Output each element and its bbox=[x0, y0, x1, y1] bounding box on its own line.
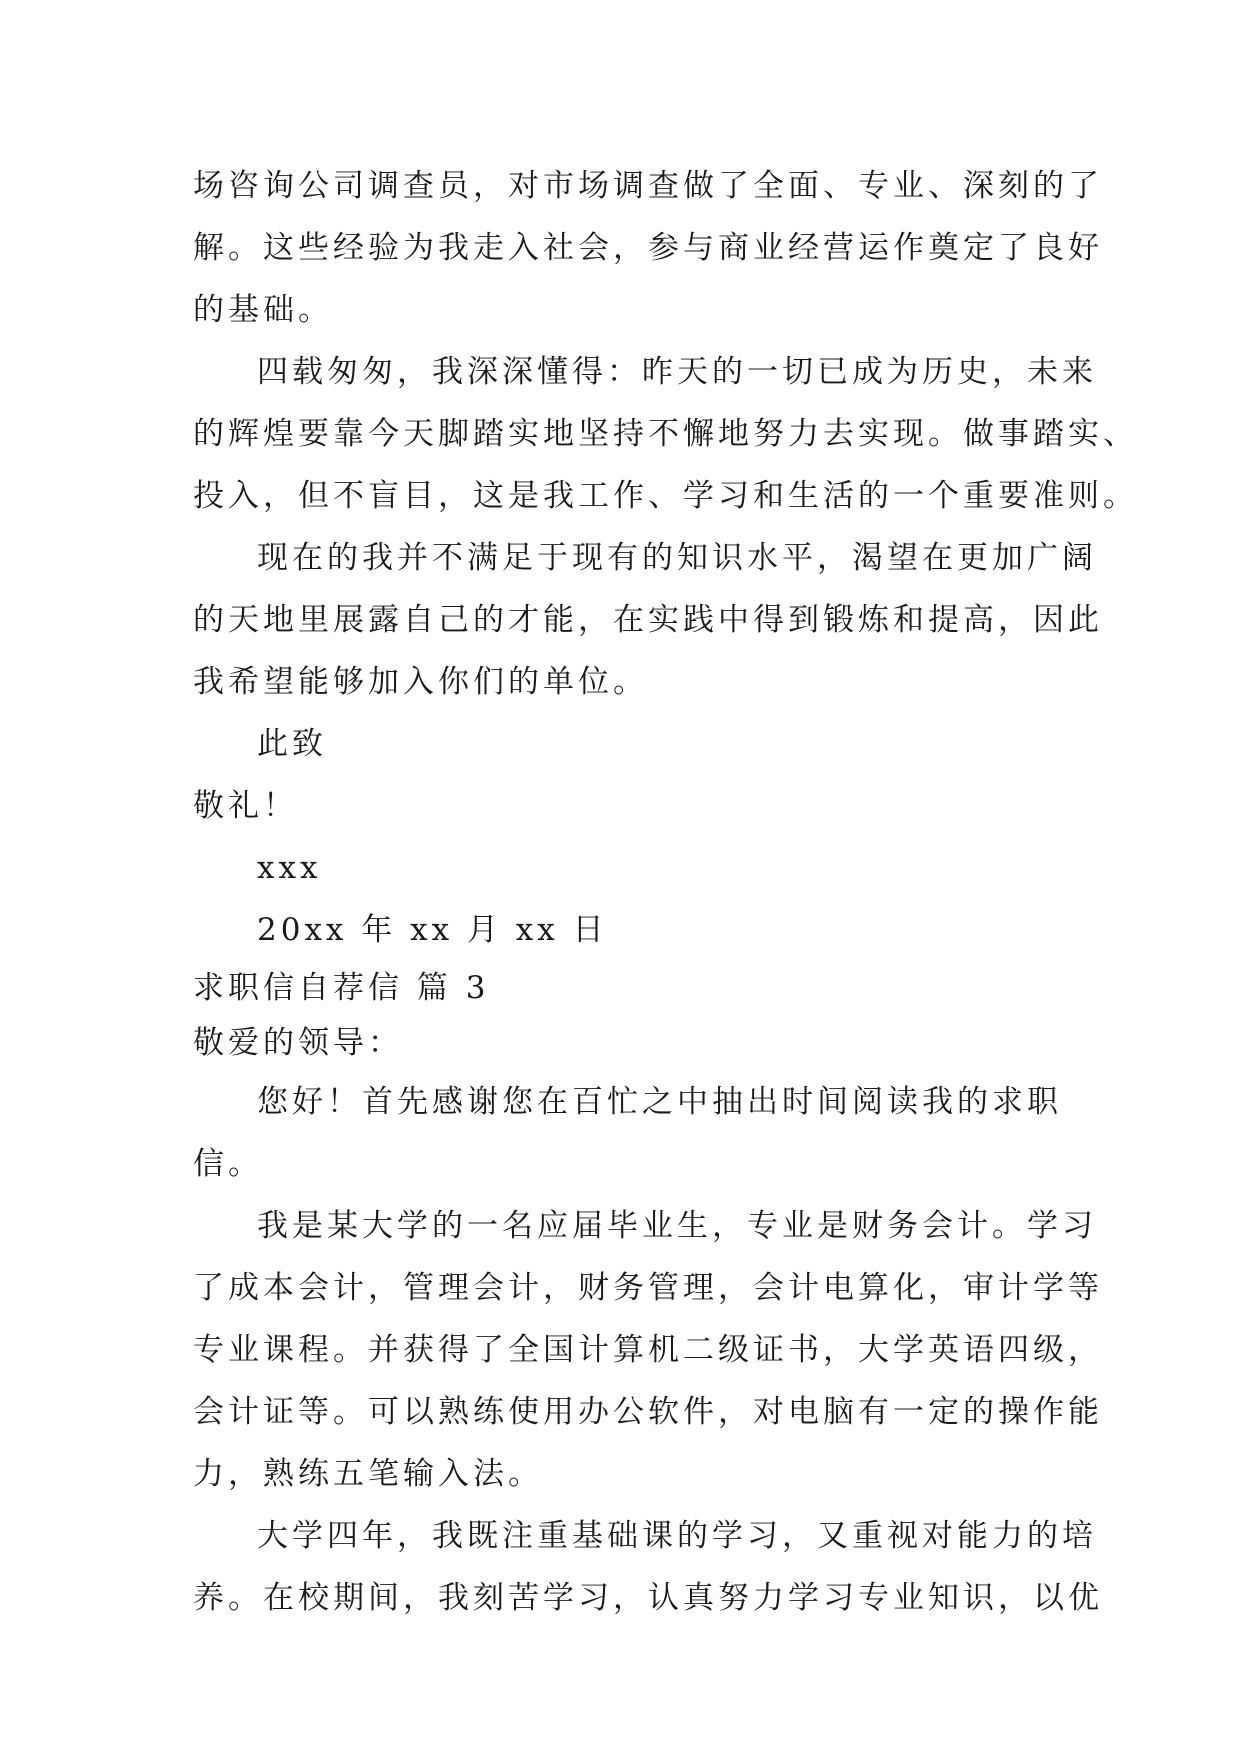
closing-salutation: 此致 bbox=[257, 726, 327, 762]
signature-name: xxx bbox=[257, 850, 322, 886]
letter-greeting: 敬爱的领导： bbox=[193, 1025, 403, 1061]
text-line: 信。 bbox=[193, 1146, 263, 1182]
text-line: 专业课程。并获得了全国计算机二级证书，大学英语四级， bbox=[193, 1332, 1103, 1368]
text-line: 力，熟练五笔输入法。 bbox=[193, 1456, 543, 1492]
text-line: 解。这些经验为我走入社会，参与商业经营运作奠定了良好 bbox=[193, 230, 1103, 266]
text-line: 会计证等。可以熟练使用办公软件，对电脑有一定的操作能 bbox=[193, 1394, 1103, 1430]
paragraph-first-line: 现在的我并不满足于现有的知识水平，渴望在更加广阔 bbox=[257, 540, 1097, 576]
signature-date: 20xx 年 xx 月 xx 日 bbox=[257, 912, 608, 948]
closing-regards: 敬礼！ bbox=[193, 788, 298, 824]
text-line: 的辉煌要靠今天脚踏实地坚持不懈地努力去实现。做事踏实、 bbox=[193, 416, 1138, 452]
section-heading: 求职信自荐信 篇 3 bbox=[193, 970, 490, 1006]
text-line: 的天地里展露自己的才能，在实践中得到锻炼和提高，因此 bbox=[193, 602, 1103, 638]
paragraph-first-line: 您好！首先感谢您在百忙之中抽出时间阅读我的求职 bbox=[257, 1084, 1062, 1120]
text-line: 投入，但不盲目，这是我工作、学习和生活的一个重要准则。 bbox=[193, 478, 1138, 514]
paragraph-first-line: 我是某大学的一名应届毕业生，专业是财务会计。学习 bbox=[257, 1208, 1097, 1244]
text-line: 场咨询公司调查员，对市场调查做了全面、专业、深刻的了 bbox=[193, 168, 1103, 204]
text-line: 我希望能够加入你们的单位。 bbox=[193, 664, 648, 700]
paragraph-first-line: 大学四年，我既注重基础课的学习，又重视对能力的培 bbox=[257, 1518, 1097, 1554]
text-line: 了成本会计，管理会计，财务管理，会计电算化，审计学等 bbox=[193, 1270, 1103, 1306]
text-line: 的基础。 bbox=[193, 292, 333, 328]
text-line: 养。在校期间，我刻苦学习，认真努力学习专业知识，以优 bbox=[193, 1580, 1103, 1616]
letter-body bbox=[193, 155, 1138, 1629]
paragraph-first-line: 四载匆匆，我深深懂得：昨天的一切已成为历史，未来 bbox=[257, 354, 1097, 390]
